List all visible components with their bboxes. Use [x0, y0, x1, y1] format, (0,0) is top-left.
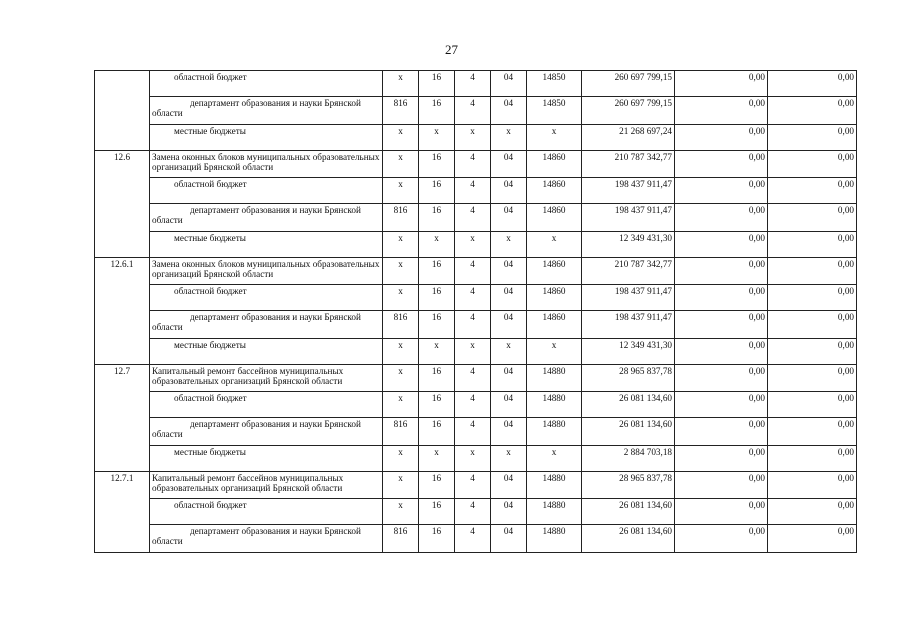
- code-cell-c5: 14860: [527, 204, 582, 232]
- code-cell-c3: 4: [455, 258, 491, 285]
- code-cell-c5: 14860: [527, 285, 582, 311]
- table-row: [95, 204, 857, 232]
- amount-cell-v2: 0,00: [675, 258, 768, 285]
- amount-cell-v2: 0,00: [675, 365, 768, 392]
- item-name-cell: местные бюджеты: [150, 446, 383, 472]
- table-row: [95, 232, 857, 258]
- budget-table: [94, 70, 857, 553]
- item-number-cell: [95, 499, 150, 525]
- code-cell-c4: 04: [491, 71, 527, 97]
- table-row: [95, 178, 857, 204]
- item-name-text: департамент образования и науки Брянской области: [152, 526, 361, 546]
- amount-cell-v2: 0,00: [675, 418, 768, 446]
- amount-cell-v1: 2 884 703,18: [582, 446, 675, 472]
- code-cell-c4: 04: [491, 392, 527, 418]
- amount-cell-v1: 21 268 697,24: [582, 125, 675, 151]
- code-cell-c3: 4: [455, 472, 491, 499]
- amount-cell-v1: 198 437 911,47: [582, 311, 675, 339]
- amount-cell-v3: 0,00: [768, 232, 857, 258]
- code-cell-c4: 04: [491, 525, 527, 553]
- code-cell-c4: 04: [491, 365, 527, 392]
- item-name-text: департамент образования и науки Брянской области: [152, 419, 361, 439]
- amount-cell-v2: 0,00: [675, 392, 768, 418]
- amount-cell-v1: 26 081 134,60: [582, 392, 675, 418]
- code-cell-c1: 816: [383, 525, 419, 553]
- code-cell-c3: 4: [455, 71, 491, 97]
- code-cell-c4: 04: [491, 499, 527, 525]
- code-cell-c2: 16: [419, 472, 455, 499]
- code-cell-c5: x: [527, 125, 582, 151]
- amount-cell-v3: 0,00: [768, 418, 857, 446]
- code-cell-c5: 14880: [527, 365, 582, 392]
- item-name-cell: [150, 418, 383, 446]
- table-row: [95, 125, 857, 151]
- table-row: [95, 418, 857, 446]
- table-row: [95, 339, 857, 365]
- amount-cell-v1: 198 437 911,47: [582, 178, 675, 204]
- item-name-text: департамент образования и науки Брянской области: [152, 98, 361, 118]
- amount-cell-v3: 0,00: [768, 204, 857, 232]
- amount-cell-v2: 0,00: [675, 472, 768, 499]
- code-cell-c1: x: [383, 258, 419, 285]
- item-number-cell: 12.7.1: [95, 472, 150, 499]
- item-number-cell: [95, 97, 150, 125]
- amount-cell-v2: 0,00: [675, 71, 768, 97]
- code-cell-c4: 04: [491, 178, 527, 204]
- code-cell-c2: 16: [419, 204, 455, 232]
- code-cell-c3: 4: [455, 525, 491, 553]
- table-row: [95, 285, 857, 311]
- code-cell-c2: 16: [419, 392, 455, 418]
- amount-cell-v1: 198 437 911,47: [582, 204, 675, 232]
- amount-cell-v3: 0,00: [768, 97, 857, 125]
- item-name-text: департамент образования и науки Брянской области: [152, 205, 361, 225]
- code-cell-c3: 4: [455, 151, 491, 178]
- code-cell-c1: 816: [383, 418, 419, 446]
- amount-cell-v3: 0,00: [768, 285, 857, 311]
- code-cell-c2: 16: [419, 525, 455, 553]
- amount-cell-v2: 0,00: [675, 446, 768, 472]
- code-cell-c2: x: [419, 446, 455, 472]
- code-cell-c1: 816: [383, 97, 419, 125]
- code-cell-c4: x: [491, 125, 527, 151]
- code-cell-c1: x: [383, 339, 419, 365]
- table-row: [95, 525, 857, 553]
- code-cell-c4: x: [491, 232, 527, 258]
- code-cell-c4: 04: [491, 418, 527, 446]
- code-cell-c3: 4: [455, 365, 491, 392]
- item-name-cell: Капитальный ремонт бассейнов муниципальных образовательных организаций Брянской области: [150, 472, 383, 499]
- code-cell-c4: x: [491, 446, 527, 472]
- code-cell-c1: x: [383, 232, 419, 258]
- code-cell-c5: 14880: [527, 499, 582, 525]
- item-number-cell: [95, 204, 150, 232]
- table-row: [95, 151, 857, 178]
- code-cell-c3: x: [455, 339, 491, 365]
- code-cell-c1: x: [383, 472, 419, 499]
- item-name-cell: Замена оконных блоков муниципальных образовательных организаций Брянской области: [150, 151, 383, 178]
- code-cell-c2: 16: [419, 418, 455, 446]
- code-cell-c3: 4: [455, 311, 491, 339]
- code-cell-c5: 14880: [527, 472, 582, 499]
- code-cell-c1: x: [383, 151, 419, 178]
- code-cell-c2: 16: [419, 258, 455, 285]
- table-row: [95, 97, 857, 125]
- item-number-cell: 12.7: [95, 365, 150, 392]
- amount-cell-v1: 26 081 134,60: [582, 418, 675, 446]
- amount-cell-v3: 0,00: [768, 258, 857, 285]
- code-cell-c4: 04: [491, 204, 527, 232]
- code-cell-c5: 14880: [527, 418, 582, 446]
- code-cell-c3: 4: [455, 178, 491, 204]
- amount-cell-v3: 0,00: [768, 71, 857, 97]
- code-cell-c3: 4: [455, 418, 491, 446]
- item-number-cell: [95, 285, 150, 311]
- item-name-cell: областной бюджет: [150, 71, 383, 97]
- code-cell-c5: x: [527, 446, 582, 472]
- table-row: [95, 258, 857, 285]
- amount-cell-v1: 12 349 431,30: [582, 339, 675, 365]
- item-name-cell: областной бюджет: [150, 392, 383, 418]
- item-name-cell: [150, 311, 383, 339]
- amount-cell-v1: 12 349 431,30: [582, 232, 675, 258]
- code-cell-c1: x: [383, 392, 419, 418]
- code-cell-c4: 04: [491, 472, 527, 499]
- amount-cell-v1: 260 697 799,15: [582, 71, 675, 97]
- code-cell-c3: x: [455, 232, 491, 258]
- amount-cell-v3: 0,00: [768, 178, 857, 204]
- code-cell-c5: 14880: [527, 392, 582, 418]
- code-cell-c2: 16: [419, 151, 455, 178]
- amount-cell-v2: 0,00: [675, 97, 768, 125]
- item-name-cell: [150, 525, 383, 553]
- item-name-cell: местные бюджеты: [150, 339, 383, 365]
- code-cell-c1: 816: [383, 204, 419, 232]
- code-cell-c2: 16: [419, 178, 455, 204]
- amount-cell-v1: 26 081 134,60: [582, 525, 675, 553]
- code-cell-c1: x: [383, 365, 419, 392]
- item-name-cell: областной бюджет: [150, 499, 383, 525]
- code-cell-c2: 16: [419, 365, 455, 392]
- code-cell-c3: 4: [455, 204, 491, 232]
- amount-cell-v2: 0,00: [675, 232, 768, 258]
- code-cell-c1: x: [383, 446, 419, 472]
- amount-cell-v2: 0,00: [675, 285, 768, 311]
- item-name-cell: местные бюджеты: [150, 232, 383, 258]
- item-name-text: департамент образования и науки Брянской области: [152, 312, 361, 332]
- code-cell-c5: 14860: [527, 178, 582, 204]
- code-cell-c2: x: [419, 125, 455, 151]
- code-cell-c2: 16: [419, 499, 455, 525]
- amount-cell-v1: 26 081 134,60: [582, 499, 675, 525]
- amount-cell-v3: 0,00: [768, 446, 857, 472]
- code-cell-c5: 14880: [527, 525, 582, 553]
- table-row: [95, 392, 857, 418]
- amount-cell-v3: 0,00: [768, 392, 857, 418]
- code-cell-c1: x: [383, 125, 419, 151]
- table-body: [95, 71, 857, 553]
- item-number-cell: [95, 178, 150, 204]
- amount-cell-v1: 210 787 342,77: [582, 258, 675, 285]
- code-cell-c2: 16: [419, 97, 455, 125]
- code-cell-c1: 816: [383, 311, 419, 339]
- code-cell-c3: 4: [455, 392, 491, 418]
- amount-cell-v3: 0,00: [768, 339, 857, 365]
- code-cell-c5: 14860: [527, 151, 582, 178]
- amount-cell-v2: 0,00: [675, 178, 768, 204]
- table-row: [95, 499, 857, 525]
- code-cell-c2: 16: [419, 71, 455, 97]
- code-cell-c3: 4: [455, 499, 491, 525]
- code-cell-c5: 14850: [527, 97, 582, 125]
- amount-cell-v2: 0,00: [675, 339, 768, 365]
- amount-cell-v1: 260 697 799,15: [582, 97, 675, 125]
- item-number-cell: [95, 125, 150, 151]
- item-number-cell: [95, 232, 150, 258]
- item-name-cell: областной бюджет: [150, 178, 383, 204]
- amount-cell-v3: 0,00: [768, 499, 857, 525]
- table-row: [95, 446, 857, 472]
- code-cell-c4: 04: [491, 285, 527, 311]
- code-cell-c2: 16: [419, 285, 455, 311]
- code-cell-c1: x: [383, 499, 419, 525]
- code-cell-c3: 4: [455, 285, 491, 311]
- amount-cell-v1: 210 787 342,77: [582, 151, 675, 178]
- code-cell-c2: x: [419, 232, 455, 258]
- amount-cell-v1: 28 965 837,78: [582, 365, 675, 392]
- code-cell-c2: 16: [419, 311, 455, 339]
- code-cell-c3: x: [455, 125, 491, 151]
- item-name-cell: Замена оконных блоков муниципальных образовательных организаций Брянской области: [150, 258, 383, 285]
- table-row: [95, 472, 857, 499]
- item-name-cell: [150, 97, 383, 125]
- code-cell-c5: x: [527, 339, 582, 365]
- item-name-cell: [150, 204, 383, 232]
- amount-cell-v3: 0,00: [768, 311, 857, 339]
- code-cell-c3: x: [455, 446, 491, 472]
- code-cell-c1: x: [383, 285, 419, 311]
- code-cell-c1: x: [383, 71, 419, 97]
- code-cell-c4: 04: [491, 311, 527, 339]
- item-number-cell: [95, 525, 150, 553]
- amount-cell-v1: 28 965 837,78: [582, 472, 675, 499]
- code-cell-c5: 14850: [527, 71, 582, 97]
- code-cell-c2: x: [419, 339, 455, 365]
- code-cell-c1: x: [383, 178, 419, 204]
- item-number-cell: [95, 71, 150, 97]
- item-number-cell: 12.6.1: [95, 258, 150, 285]
- item-number-cell: [95, 418, 150, 446]
- amount-cell-v2: 0,00: [675, 151, 768, 178]
- item-number-cell: [95, 339, 150, 365]
- amount-cell-v2: 0,00: [675, 311, 768, 339]
- amount-cell-v1: 198 437 911,47: [582, 285, 675, 311]
- code-cell-c4: 04: [491, 97, 527, 125]
- code-cell-c3: 4: [455, 97, 491, 125]
- item-number-cell: [95, 446, 150, 472]
- amount-cell-v3: 0,00: [768, 525, 857, 553]
- amount-cell-v3: 0,00: [768, 151, 857, 178]
- amount-cell-v3: 0,00: [768, 365, 857, 392]
- code-cell-c5: 14860: [527, 311, 582, 339]
- page-number: 27: [445, 42, 458, 57]
- code-cell-c4: 04: [491, 151, 527, 178]
- item-number-cell: 12.6: [95, 151, 150, 178]
- table-row: [95, 365, 857, 392]
- table-row: [95, 311, 857, 339]
- item-name-cell: местные бюджеты: [150, 125, 383, 151]
- item-number-cell: [95, 311, 150, 339]
- amount-cell-v3: 0,00: [768, 125, 857, 151]
- amount-cell-v2: 0,00: [675, 125, 768, 151]
- amount-cell-v2: 0,00: [675, 525, 768, 553]
- item-number-cell: [95, 392, 150, 418]
- item-name-cell: областной бюджет: [150, 285, 383, 311]
- amount-cell-v2: 0,00: [675, 204, 768, 232]
- code-cell-c4: 04: [491, 258, 527, 285]
- code-cell-c5: x: [527, 232, 582, 258]
- item-name-cell: Капитальный ремонт бассейнов муниципальных образовательных организаций Брянской области: [150, 365, 383, 392]
- code-cell-c5: 14860: [527, 258, 582, 285]
- code-cell-c4: x: [491, 339, 527, 365]
- table-row: [95, 71, 857, 97]
- amount-cell-v3: 0,00: [768, 472, 857, 499]
- amount-cell-v2: 0,00: [675, 499, 768, 525]
